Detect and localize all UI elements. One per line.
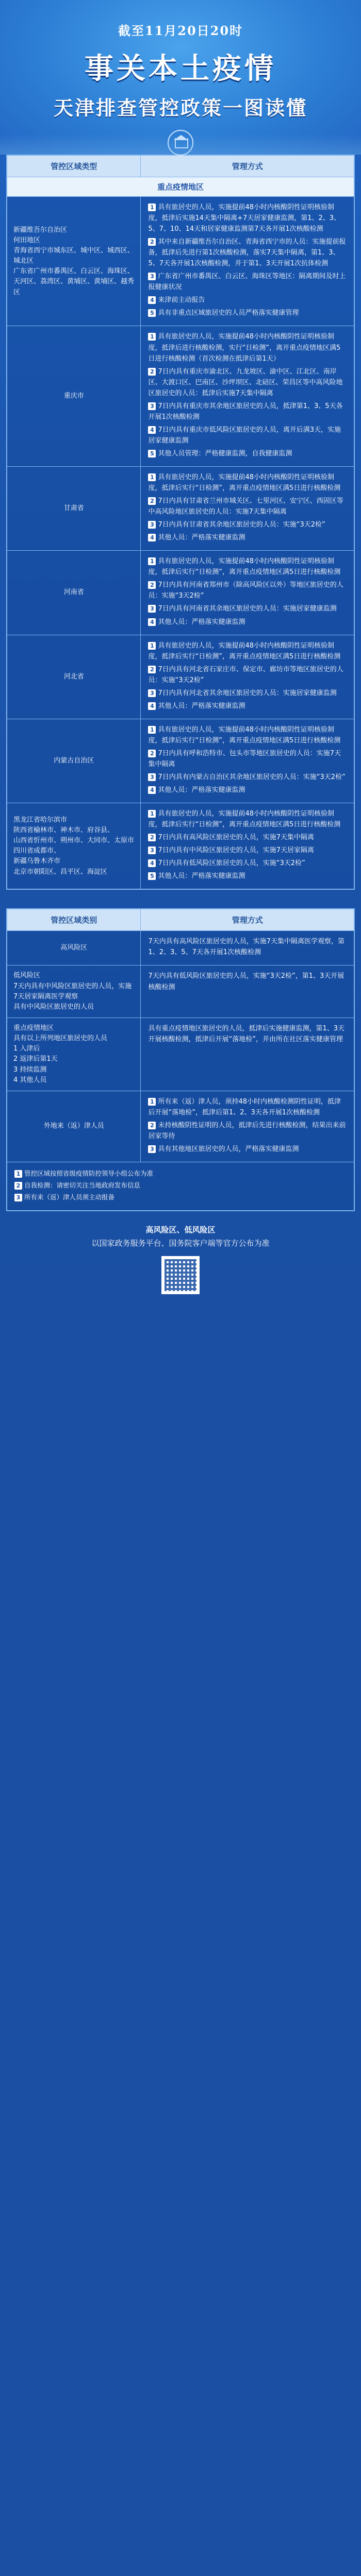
table-header [7, 909, 354, 930]
measure-item [148, 785, 347, 795]
item-text: 具有旅居史的人员，实施提前48小时内核酸阴性证明核验制度，抵津后实行“日检测”，离开重点疫情地区满5日进行核酸检测 [148, 557, 341, 577]
item-text: 具有旅居史的人员，实施提前48小时内核酸阴性证明核验制度，抵津后实行“日检测”，离开重点疫情地区满5日进行核酸检测 [148, 473, 341, 493]
item-text: 7日内具有河北省其余地区旅居史的人员：实施居家健康监测 [158, 689, 337, 697]
item-text: 7日内具有甘肃省其余地区旅居史的人员：实施“3天2检” [158, 521, 325, 529]
measure-item [148, 532, 347, 543]
measure-item [148, 617, 347, 628]
item-text: 7日内具有中风险区旅居史的人员，实施7天居家隔离 [158, 846, 315, 855]
item-text: 来津前主动报告 [158, 296, 205, 304]
item-number: 4 [148, 859, 156, 867]
item-text: 其中来自新疆维吾尔自治区、青海省西宁市的人员：实施提前报备，抵津后先进行第1次核酸检测，落实7天集中隔离，第1、3、5、7天各开展1次核酸检测，并于第1、3天开展1次抗体检测 [148, 238, 346, 268]
item-number: 1 [148, 642, 156, 650]
measure-item [148, 1096, 347, 1118]
measure-item [148, 472, 347, 494]
item-text: 具有旅居史的人员，实施提前48小时内核酸阴性证明核验制度，抵津后实行“日检测”，离开重点疫情地区满5日进行核酸检测 [148, 810, 341, 829]
item-text: 7日内具有河南省郑州市（除高风险区以外）等地区旅居史的人员：实施“3天2检” [148, 581, 343, 600]
measure-item: 7天内具有低风险区旅居史的人员，实施“3天2检”，第1、3天开展核酸检测 [148, 972, 344, 991]
item-number: 2 [148, 1122, 156, 1129]
footer [0, 1224, 361, 1294]
col-header-method: 管理方式 [140, 909, 354, 930]
category-name: 低风险区 7天内具有中风险区旅居史的人员，实施7天居家隔离医学观察 具有中风险区旅居史的人员 [13, 972, 132, 1011]
measure-item [148, 401, 347, 422]
item-number: 4 [148, 296, 156, 304]
measure-item [148, 603, 347, 614]
item-text: 其他人员：严格落实健康监测 [158, 702, 245, 710]
table-row [7, 965, 354, 1018]
measure-item [148, 580, 347, 601]
measures [140, 551, 354, 634]
item-text: 7日内具有重庆市低风险区旅居史的人员，离开后满3天，实施居家健康监测 [148, 426, 341, 445]
footer-line-2: 以国家政务服务平台、国务院客户端等官方公布为准 [91, 1238, 270, 1248]
item-number: 1 [14, 1170, 22, 1178]
item-number: 2 [148, 238, 156, 246]
measures [140, 965, 354, 1018]
item-number: 1 [148, 557, 156, 565]
item-text: 7日内具有低风险区旅居史的人员，实施“3天2检” [158, 859, 305, 868]
measures [140, 931, 354, 965]
item-number: 3 [148, 846, 156, 854]
section-subhead: 重点疫情地区 [7, 177, 354, 196]
item-number: 5 [148, 309, 156, 317]
item-text: 其他人员：严格落实健康监测 [158, 534, 245, 542]
measure-item [148, 308, 347, 318]
measure-item [148, 202, 347, 234]
item-text: 其他人员：严格落实健康监测 [158, 618, 245, 626]
item-text: 具有非重点区域旅居史的人员严格落实健康管理 [158, 309, 299, 317]
item-number: 2 [148, 750, 156, 757]
city-skyline-decoration [0, 134, 361, 155]
measure-item [148, 640, 347, 662]
header [0, 0, 361, 155]
measure-item [148, 701, 347, 711]
area-name: 河北省 [63, 672, 84, 681]
measures [140, 1018, 354, 1091]
item-number: 5 [148, 450, 156, 457]
item-number: 5 [148, 872, 156, 880]
measure-item [148, 1120, 347, 1142]
measure-item [148, 448, 347, 459]
item-number: 4 [148, 426, 156, 434]
table-row [7, 1018, 354, 1091]
measures [140, 197, 354, 326]
item-text: 具有旅居史的人员，实施提前48小时内核酸阴性证明核验制度，抵津后进行核酸检测，实行“日检测”，离开重点疫情地区满5日进行核酸检测（首次检测在抵津后第1天） [148, 333, 341, 363]
item-number: 1 [148, 333, 156, 341]
item-text: 7日内具有重庆市其余地区旅居史的人员，抵津第1、3、5天各开展1次核酸检测 [148, 402, 343, 421]
item-number: 2 [14, 1182, 22, 1190]
measure-item [148, 832, 347, 843]
measure-item [148, 845, 347, 856]
item-number: 3 [148, 689, 156, 697]
item-text: 7日内具有重庆市渝北区、九龙坡区、渝中区、江北区、南岸区、大渡口区、巴南区、沙坪坝区、北碚区、荣昌区等中高风险地区旅居史的人员：抵津后实施7天集中隔离 [148, 367, 343, 397]
measures [140, 467, 354, 550]
table-row [7, 719, 354, 803]
item-number: 4 [148, 534, 156, 541]
area-name: 重庆市 [63, 392, 84, 400]
table-row [7, 930, 354, 965]
table-row [7, 635, 354, 719]
col-header-method: 管理方式 [140, 156, 354, 177]
col-header-area: 管控区域类型 [51, 162, 97, 171]
measure-item [148, 664, 347, 686]
key-areas-table [6, 155, 355, 890]
item-text: 7日内具有呼和浩特市、包头市等地区旅居史的人员：实施7天集中隔离 [148, 749, 341, 768]
item-text: 具有旅居史的人员，实施提前48小时内核酸阴性证明核验制度，抵津后实行“日检测”，离开重点疫情地区满5日进行核酸检测 [148, 641, 341, 660]
footer-line-1: 高风险区、低风险区 [145, 1225, 216, 1235]
measures [140, 1091, 354, 1162]
item-text: 广东省广州市番禺区、白云区、海珠区等地区：隔离期间及时上报健康状况 [148, 273, 346, 292]
item-text: 所有来（返）津人员须主动报备 [24, 1193, 115, 1201]
item-number: 1 [148, 1098, 156, 1106]
measure-item [148, 331, 347, 364]
area-name: 新疆维吾尔自治区 何田地区 青海省西宁市城东区、城中区、城西区、城北区 广东省广州市番禺区、白云区、海珠区、天河区、荔湾区、黄埔区、黄埔区、越秀区 [13, 226, 135, 296]
item-number: 3 [14, 1194, 22, 1201]
measure-item [148, 425, 347, 446]
item-number: 2 [148, 497, 156, 505]
measure-item [148, 871, 347, 882]
item-number: 3 [148, 773, 156, 781]
item-text: 具有旅居史的人员，实施提前48小时内核酸阴性证明核验制度，抵津后实施14天集中隔离+7天居家健康监测，第1、2、3、5、7、10、14天和居家健康监测第7天各开展1次核酸检测 [148, 204, 341, 233]
category-name: 重点疫情地区 具有以上所列地区旅居史的人员 1 入津后 2 返津后第1天 3 持续监测 4 其他人员 [13, 1024, 108, 1084]
table-row [7, 1091, 354, 1162]
measures [140, 326, 354, 466]
item-number: 1 [148, 810, 156, 818]
item-text: 7日内具有河北省石家庄市、保定市、廊坊市等地区旅居史的人员：实施“3天2检” [148, 665, 343, 684]
col-header-category: 管控区域类别 [51, 916, 97, 925]
main-title: 事关本土疫情 [85, 52, 276, 86]
item-number: 2 [148, 368, 156, 376]
item-text: 未持核酸阴性证明的人员，抵津后先进行核酸检测，结果出来前居家等待 [148, 1121, 346, 1141]
measure-item [148, 295, 347, 306]
item-text: 7日内具有内蒙古自治区其余地区旅居史的人员：实施“3天2检” [158, 773, 346, 782]
measure-item [148, 271, 347, 293]
measure-item [148, 556, 347, 578]
measure-item: 7天内具有高风险区旅居史的人员，实施7天集中隔离医学观察，第1、2、3、5、7天各开展1次核酸检测 [148, 938, 345, 957]
item-number: 1 [148, 204, 156, 211]
category-name: 高风险区 [60, 944, 88, 952]
item-number: 3 [148, 273, 156, 280]
item-number: 3 [148, 605, 156, 613]
area-name: 黑龙江省哈尔滨市 陕西省榆林市、神木市、府谷县、 山西省忻州市、朔州市、大同市、太原市 四川省成都市、 新疆乌鲁木齐市 北京市朝阳区、昌平区、海淀区 [13, 816, 135, 876]
table-row [7, 550, 354, 634]
measure-item [148, 496, 347, 517]
measures [140, 635, 354, 719]
table-row [7, 466, 354, 550]
item-text: 其他人员管理：严格健康监测，自我健康监测 [158, 449, 292, 457]
table-body [7, 196, 354, 889]
measures [140, 803, 354, 889]
table-header [7, 156, 354, 177]
measure-item [14, 1180, 347, 1191]
table-row [7, 326, 354, 466]
item-text: 管控区域按照省级疫情防控领导小组公布为准 [24, 1170, 154, 1178]
measure-item [148, 519, 347, 530]
measure-item [148, 236, 347, 269]
category-name: 外地来（返）津人员 [43, 1122, 104, 1130]
item-number: 4 [148, 702, 156, 710]
item-number: 3 [148, 1145, 156, 1153]
sub-title: 天津排查管控政策一图读懂 [53, 97, 307, 120]
measure-item: 具有重点疫情地区旅居史的人员，抵津后实施健康监测，第1、3天开展核酸检测，抵津后开展“落地检”，并由所在社区落实健康管理 [148, 1025, 345, 1044]
item-text: 7日内具有甘肃省兰州市城关区、七里河区、安宁区、西固区等中高风险地区旅居史的人员：实施7天集中隔离 [148, 497, 343, 516]
item-text: 自我检测：请密切关注当地政府发布信息 [24, 1181, 141, 1190]
table-body [7, 930, 354, 1162]
item-number: 2 [148, 581, 156, 589]
item-text: 所有来（返）津人员，须持48小时内核酸检测阴性证明，抵津后开展“落地检”，抵津后第1、2、3天各开展1次核酸检测 [148, 1097, 341, 1116]
date-tag: 截至11月20日20时 [118, 23, 243, 38]
item-number: 1 [148, 726, 156, 734]
area-name: 内蒙古自治区 [54, 756, 94, 765]
item-number: 2 [148, 834, 156, 841]
item-number: 3 [148, 521, 156, 529]
measure-item [148, 858, 347, 869]
table-row [7, 196, 354, 326]
measure-item [148, 1144, 347, 1155]
measure-item [148, 808, 347, 830]
notes [7, 1162, 354, 1210]
measure-item [14, 1192, 347, 1202]
qr-code [161, 1256, 200, 1294]
item-text: 具有其他地区旅居史的人员，严格落实健康监测 [158, 1145, 299, 1154]
item-text: 具有旅居史的人员，实施提前48小时内核酸阴性证明核验制度，抵津后实行“日检测”，离开重点疫情地区满5日进行核酸检测 [148, 725, 341, 744]
measures [140, 719, 354, 803]
risk-level-table [6, 908, 355, 1211]
measure-item [148, 366, 347, 399]
table-row [7, 803, 354, 889]
measure-item [148, 772, 347, 783]
measure-item [148, 748, 347, 770]
measure-item [148, 688, 347, 699]
item-number: 4 [148, 786, 156, 794]
item-number: 3 [148, 402, 156, 410]
area-name: 甘肃省 [63, 504, 84, 513]
item-text: 其他人员：严格落实健康监测 [158, 872, 245, 880]
item-number: 4 [148, 618, 156, 626]
item-number: 1 [148, 473, 156, 481]
area-name: 河南省 [63, 588, 84, 597]
measure-item [14, 1168, 347, 1179]
measure-item [148, 724, 347, 746]
item-number: 2 [148, 666, 156, 673]
item-text: 7日内具有高风险区旅居史的人员，实施7天集中隔离 [158, 834, 315, 842]
item-text: 其他人员：严格落实健康监测 [158, 786, 245, 794]
item-text: 7日内具有河南省其余地区旅居史的人员：实施居家健康监测 [158, 605, 337, 613]
